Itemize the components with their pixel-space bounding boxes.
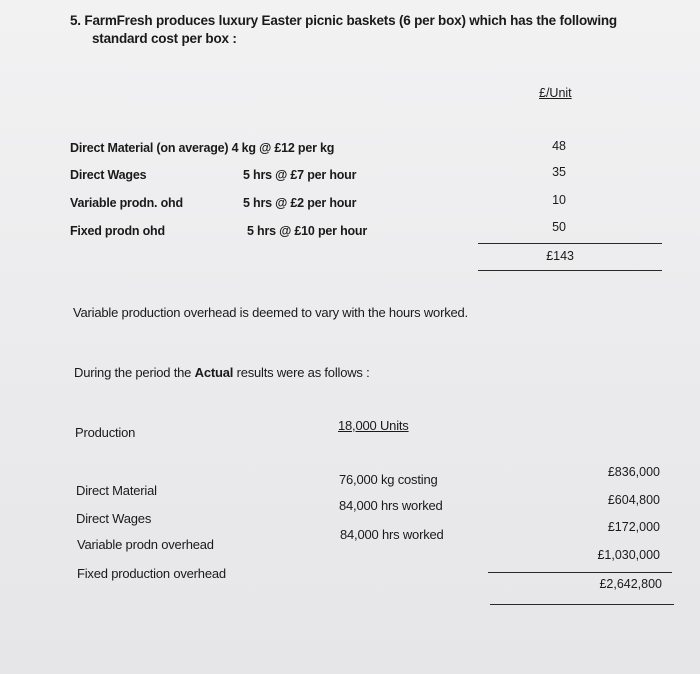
actual-row-amount: £836,000	[607, 465, 660, 479]
intro-bold-text: Actual	[194, 365, 234, 380]
actual-row-label: Direct Material	[76, 483, 157, 498]
intro-text: During the period the	[74, 365, 195, 380]
production-label: Production	[75, 425, 136, 440]
question-title-text: FarmFresh produces luxury Easter picnic baskets (6 per box) which has the following	[84, 13, 617, 28]
production-value: 18,000 Units	[338, 418, 409, 433]
std-row-amount: 50	[552, 220, 566, 234]
actual-row-label: Variable prodn overhead	[77, 537, 214, 552]
unit-column-header: £/Unit	[539, 86, 572, 100]
intro-text-end: results were as follows :	[233, 365, 370, 380]
actual-row-amount: £172,000	[607, 520, 660, 534]
std-row-label: Direct Wages	[70, 168, 147, 182]
actual-total-amount: £2,642,800	[599, 577, 662, 591]
actual-row-detail: 84,000 hrs worked	[339, 498, 443, 513]
subtotal-rule	[478, 243, 662, 244]
actual-row-amount: £1,030,000	[597, 548, 660, 562]
actual-row-detail: 84,000 hrs worked	[340, 527, 444, 542]
question-number: 5.	[70, 13, 81, 28]
std-total-amount: £143	[546, 249, 574, 263]
actual-row-label: Direct Wages	[76, 511, 152, 526]
std-row-detail: 5 hrs @ £10 per hour	[247, 224, 368, 238]
actual-total-rule	[490, 604, 674, 605]
actual-row-amount: £604,800	[607, 493, 660, 507]
actual-results-intro	[74, 365, 370, 380]
std-row-amount: 48	[552, 139, 566, 153]
std-row-label: Fixed prodn ohd	[70, 224, 165, 238]
question-title	[70, 13, 617, 28]
std-row-amount: 35	[552, 165, 566, 179]
actual-row-detail: 76,000 kg costing	[339, 472, 438, 487]
std-row-detail: 5 hrs @ £2 per hour	[243, 196, 357, 210]
actual-subtotal-rule	[488, 572, 672, 573]
std-row-amount: 10	[552, 193, 566, 207]
actual-row-label: Fixed production overhead	[77, 566, 226, 581]
question-subtitle: standard cost per box :	[92, 31, 237, 46]
std-row-label: Direct Material (on average) 4 kg @ £12 per kg	[70, 141, 335, 155]
total-rule	[478, 270, 662, 271]
std-row-label: Variable prodn. ohd	[70, 196, 183, 210]
std-row-detail: 5 hrs @ £7 per hour	[243, 168, 357, 182]
variable-overhead-note: Variable production overhead is deemed to vary with the hours worked.	[73, 305, 468, 320]
